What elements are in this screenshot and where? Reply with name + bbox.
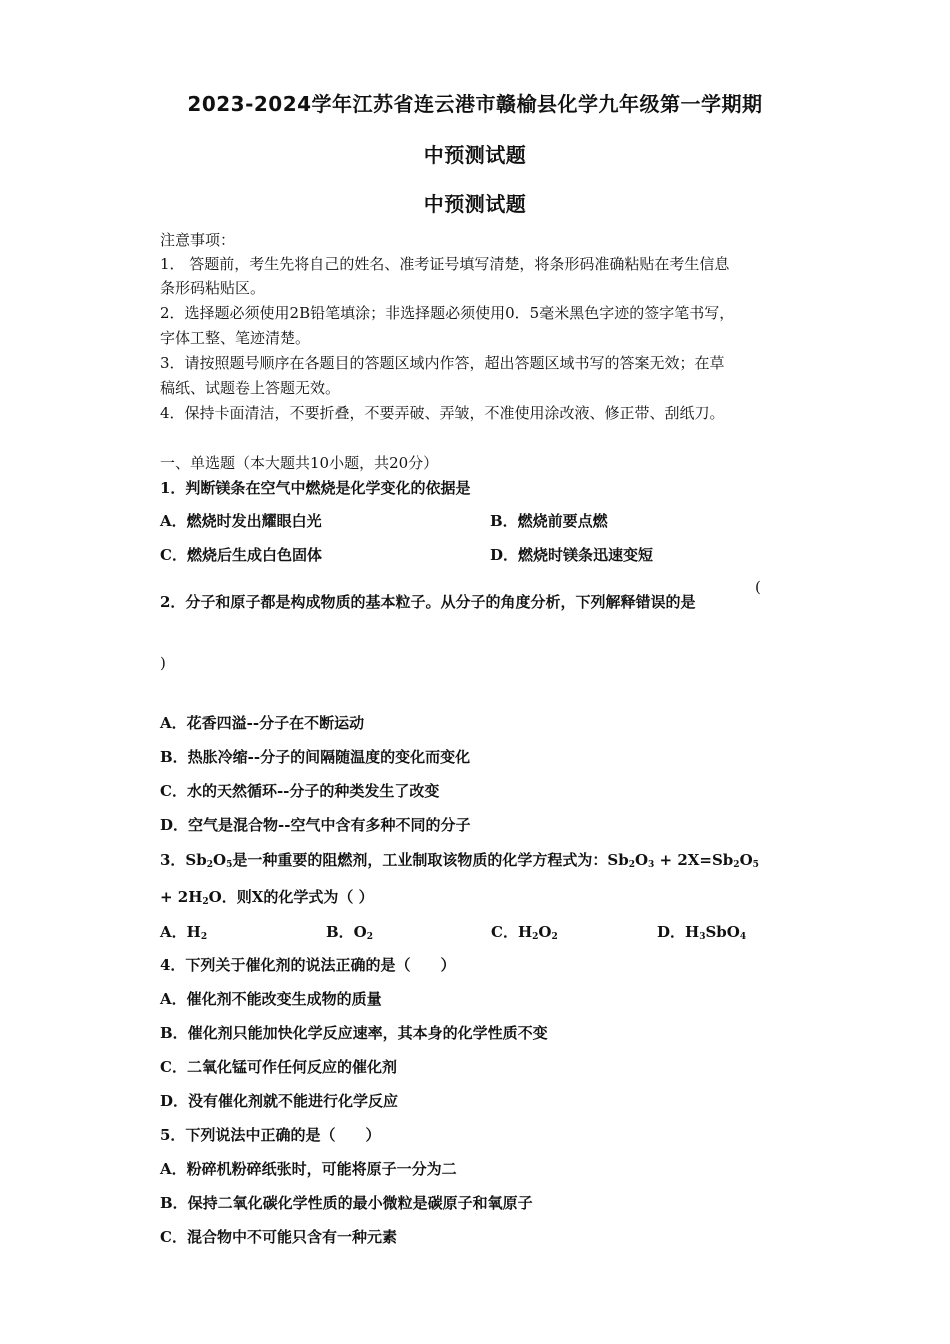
q5-option-c: C．混合物中不可能只含有一种元素 xyxy=(160,1228,397,1246)
q2-paren-close: ) xyxy=(160,654,166,672)
q1-option-c: C．燃烧后生成白色固体 xyxy=(160,546,322,564)
q3-stem-line2-b: O．则X的化学式为（ ） xyxy=(208,888,374,906)
q4-option-d: D．没有催化剂就不能进行化学反应 xyxy=(160,1092,399,1110)
notice-item-1: 1． 答题前，考生先将自己的姓名、准考证号填写清楚，将条形码准确粘贴在考生信息 xyxy=(160,255,730,273)
q5-option-b: B．保持二氧化碳化学性质的最小微粒是碳原子和氧原子 xyxy=(160,1194,533,1212)
q3-option-d: D．$H_3SbO_4$ xyxy=(657,923,747,942)
q3-stem-part3: + 2X=Sb xyxy=(654,851,734,869)
q3-formula-o3: O xyxy=(739,851,753,869)
exam-title-line1: 2023-2024学年江苏省连云港市赣榆县化学九年级第一学期期 xyxy=(187,92,763,116)
q2-option-d: D．空气是混合物--空气中含有多种不同的分子 xyxy=(160,816,471,834)
q5-option-a: A．粉碎机粉碎纸张时，可能将原子一分为二 xyxy=(160,1160,457,1178)
notice-item-4: 4．保持卡面清洁，不要折叠，不要弄破、弄皱，不准使用涂改液、修正带、刮纸刀。 xyxy=(160,404,725,422)
q3-option-a: A．$H_2$ xyxy=(160,923,208,942)
exam-title-line2: 中预测试题 xyxy=(423,143,527,167)
q5-stem: 5．下列说法中正确的是（ ） xyxy=(160,1126,381,1144)
notice-item-2-cont: 字体工整、笔迹清楚。 xyxy=(160,329,311,347)
q4-option-a: A．催化剂不能改变生成物的质量 xyxy=(160,990,382,1008)
q3-stem-line2-a: + 2H xyxy=(160,888,203,906)
q4-option-c: C．二氧化锰可作任何反应的催化剂 xyxy=(160,1058,397,1076)
q2-paren-open: ( xyxy=(755,578,761,596)
q3-option-c: C．$H_2O_2$ xyxy=(491,923,558,942)
q3-formula-o2: O xyxy=(634,851,649,869)
q3-stem-part2: 是一种重要的阻燃剂，工业制取该物质的化学方程式为：Sb xyxy=(232,851,629,869)
notice-item-2: 2．选择题必须使用2B铅笔填涂；非选择题必须使用0．5毫米黑色字迹的签字笔书写， xyxy=(160,304,735,322)
q3-sub-2c: 2 xyxy=(733,860,740,870)
q3-sub-3: 3 xyxy=(648,860,655,870)
q3-sub-2a: 2 xyxy=(206,860,214,870)
q1-option-d: D．燃烧时镁条迅速变短 xyxy=(490,546,654,564)
notice-heading: 注意事项： xyxy=(160,231,236,249)
q2-stem: 2．分子和原子都是构成物质的基本粒子。从分子的角度分析，下列解释错误的是 xyxy=(160,593,696,611)
notice-item-3: 3．请按照题号顺序在各题目的答题区域内作答，超出答题区域书写的答案无效；在草 xyxy=(160,354,725,372)
notice-item-3-cont: 稿纸、试题卷上答题无效。 xyxy=(160,379,341,397)
exam-title-line3: 中预测试题 xyxy=(423,192,527,216)
q3-option-b: B．$O_2$ xyxy=(326,923,374,942)
q2-option-b: B．热胀冷缩--分子的间隔随温度的变化而变化 xyxy=(160,748,471,766)
q3-stem-line2 xyxy=(160,886,374,907)
q1-stem: 1．判断镁条在空气中燃烧是化学变化的依据是 xyxy=(160,479,471,497)
notice-item-1-cont: 条形码粘贴区。 xyxy=(160,279,266,297)
q2-option-c: C．水的天然循环--分子的种类发生了改变 xyxy=(160,782,440,800)
q1-option-b: B．燃烧前要点燃 xyxy=(490,512,608,530)
q3-stem-part1: 3．Sb xyxy=(160,851,207,869)
q3-stem-line1 xyxy=(160,849,759,870)
q2-option-a: A．花香四溢--分子在不断运动 xyxy=(160,714,365,732)
q4-stem: 4．下列关于催化剂的说法正确的是（ ） xyxy=(160,956,456,974)
q3-formula-o: O xyxy=(213,851,227,869)
q3-sub-2b: 2 xyxy=(628,860,635,870)
q1-option-a: A．燃烧时发出耀眼白光 xyxy=(160,512,322,530)
q3-sub-5b: 5 xyxy=(752,860,759,870)
q4-option-b: B．催化剂只能加快化学反应速率，其本身的化学性质不变 xyxy=(160,1024,548,1042)
q3-sub-5a: 5 xyxy=(226,860,233,870)
section-heading: 一、单选题（本大题共10小题，共20分） xyxy=(160,454,439,472)
q3-sub-h2: 2 xyxy=(202,897,209,907)
